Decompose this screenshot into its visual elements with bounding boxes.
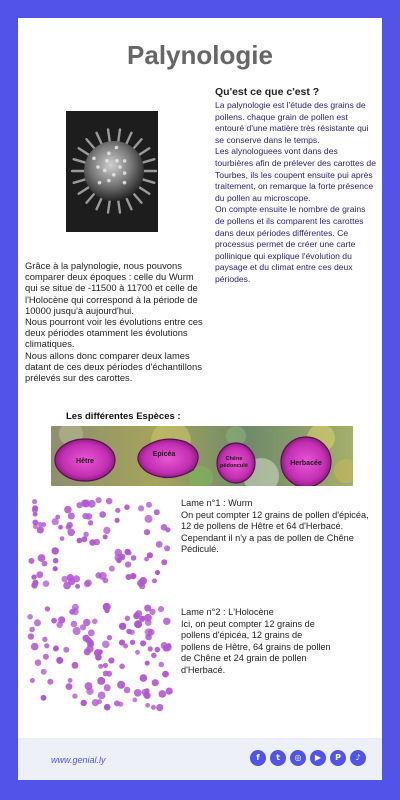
footer [18, 738, 382, 780]
facebook-icon[interactable]: f [250, 750, 266, 766]
species-heading: Les différentes Espèces : [66, 411, 181, 422]
species-label-herbacee: Herbacée [290, 460, 322, 467]
lame2-description [181, 607, 331, 677]
comparison-paragraph: Nous allons donc comparer deux lames datant de ces deux périodes d'échantillons prélevés sur des carottes. [25, 349, 202, 384]
tiktok-icon[interactable]: ♪ [350, 750, 366, 766]
lame1-slide-image [26, 496, 174, 592]
intro-paragraph: Les alynologuees vont dans des tourbières afin de prélever des carottes de Tourbes, ils les coupent ensuite pui après traitement, on remarque la forte présence du pollen au microscope. [215, 146, 376, 203]
pinterest-icon[interactable]: P [330, 750, 346, 766]
intro-text [215, 100, 377, 286]
lame1-text: On peut compter 12 grains de pollen d'épicéa, 12 de pollens de Hêtre et 64 d'Herbacé. Cependant il n'y a pas de pollen de Chêne Pédiculé. [181, 509, 369, 555]
comparison-paragraph: Grâce à la palynologie, nous pouvons comparer deux époques : celle du Wurm qui se situe de -11500 à 11700 et celle de l'Holocène qui correspond à la période de 10000 jusqu'à aujourd'hui. [25, 260, 198, 316]
youtube-icon[interactable]: ▶ [310, 750, 326, 766]
lame1-title: Lame n°1 : Wurm [181, 498, 253, 508]
poster-card [18, 18, 382, 780]
intro-paragraph: La palynologie est l'étude des grains de pollens. chaque grain de pollen est entouré d'une matière très résistante qui se conserve dans le temps. [215, 100, 369, 145]
species-band [51, 426, 353, 486]
comparison-paragraph: Nous pourront voir les évolutions entre ces deux périodes otamment les évolutions climatiques. [25, 316, 203, 350]
species-label-chene: Chêne [225, 456, 243, 462]
lame2-slide-image [26, 602, 174, 712]
page-title: Palynologie [127, 40, 273, 70]
comparison-text [25, 260, 203, 383]
lame2-title: Lame n°2 : L'Holocène [181, 607, 274, 617]
species-label-hetre: Hêtre [76, 458, 94, 465]
pollen-microscope-image [66, 111, 158, 232]
instagram-icon[interactable]: ◎ [290, 750, 306, 766]
lame1-description [181, 498, 371, 556]
species-label-chene-2: pédonculé [220, 463, 248, 469]
intro-paragraph: On compte ensuite le nombre de grains de pollens et ils comparent les carottes dans deux périodes différentes. Ce processus permet de créer une carte pollinique qui explique l'évolution du paysage et du climat entre ces deux périodes. [215, 204, 366, 284]
social-links [250, 750, 366, 766]
intro-heading: Qu'est ce que c'est ? [215, 86, 320, 98]
lame2-text: Ici, on peut compter 12 grains de pollens d'épicéa, 12 grains de pollens de Hêtre, 64 grains de pollen de Chêne et 24 grain de pollen d'Herbacé. [181, 618, 331, 675]
brand-link[interactable]: www.genial.ly [51, 755, 106, 765]
species-label-epicea: Epicéa [152, 451, 176, 458]
twitter-icon[interactable]: t [270, 750, 286, 766]
